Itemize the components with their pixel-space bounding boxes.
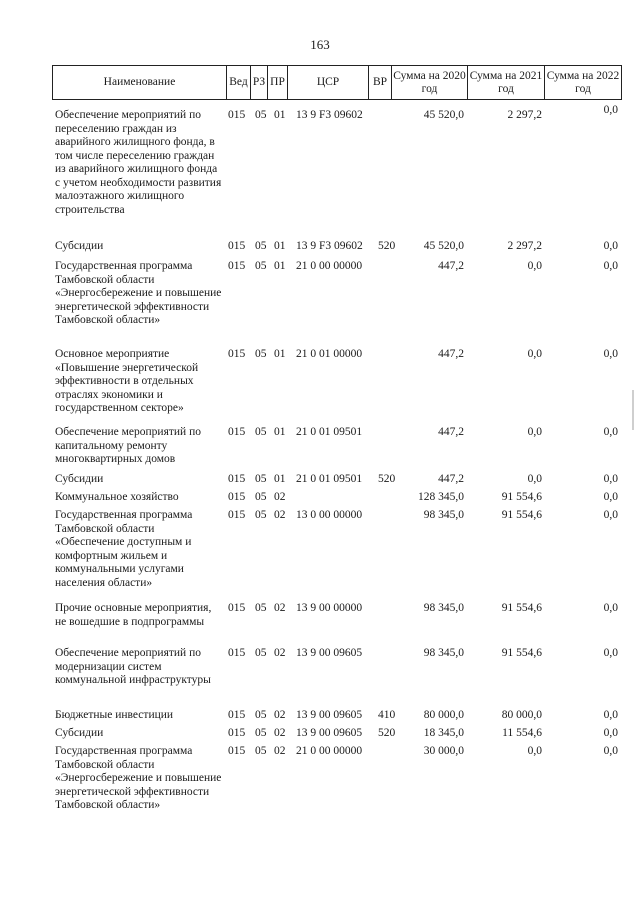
row-rz: 05: [255, 109, 267, 121]
row-sum-2021: 0,0: [527, 348, 542, 360]
row-ved: 015: [228, 491, 246, 503]
row-name: Прочие основные мероприятия, не вошедшие в подпрограммы: [55, 602, 212, 628]
row-csr: 13 9 F3 09602: [296, 109, 363, 121]
row-sum-2021: 80 000,0: [501, 709, 542, 721]
row-ved: 015: [228, 473, 246, 485]
row-sum-2020: 98 345,0: [423, 647, 464, 659]
row-ved: 015: [228, 109, 246, 121]
row-name: Основное мероприятие «Повышение энергетической эффективности в отдельных отраслях экономики и государственном секторе»: [55, 348, 199, 414]
header-pr: ПР: [268, 65, 288, 100]
row-sum-2020: 128 345,0: [418, 491, 464, 503]
row-sum-2022: 0,0: [603, 602, 618, 614]
page-number: 163: [310, 37, 330, 52]
row-pr: 01: [274, 240, 286, 252]
row-csr: 13 9 00 09605: [296, 647, 363, 659]
row-pr: 02: [274, 647, 286, 659]
row-ved: 015: [228, 727, 246, 739]
row-name: Государственная программа Тамбовской области «Обеспечение доступным и комфортным жильем и коммунальными услугами населения области»: [55, 509, 193, 589]
row-sum-2022: 0,0: [603, 509, 618, 521]
row-rz: 05: [255, 260, 267, 272]
row-ved: 015: [228, 709, 246, 721]
row-name: Обеспечение мероприятий по переселению граждан из аварийного жилищного фонда, в том числе переселению граждан из аварийного жилищного фонда с учетом необходимости развития малоэтажного жилищного строительства: [55, 109, 222, 216]
row-vr: 520: [378, 727, 396, 739]
row-rz: 05: [255, 647, 267, 659]
row-sum-2020: 447,2: [438, 260, 464, 272]
row-vr: 520: [378, 240, 396, 252]
row-sum-2021: 11 554,6: [502, 727, 542, 739]
row-csr: 21 0 00 00000: [296, 745, 363, 757]
row-pr: 02: [274, 727, 286, 739]
row-sum-2020: 98 345,0: [423, 602, 464, 614]
row-ved: 015: [228, 348, 246, 360]
row-sum-2022: 0,0: [603, 260, 618, 272]
row-sum-2020: 45 520,0: [423, 109, 464, 121]
row-name: Государственная программа Тамбовской области «Энергосбережение и повышение энергетической эффективности Тамбовской области»: [55, 260, 222, 326]
row-csr: 21 0 01 09501: [296, 473, 363, 485]
header-rz: РЗ: [251, 65, 268, 100]
row-pr: 02: [274, 602, 286, 614]
row-sum-2022: 0,0: [603, 240, 618, 252]
row-name: Обеспечение мероприятий по модернизации систем коммунальной инфраструктуры: [55, 647, 211, 686]
row-name: Коммунальное хозяйство: [55, 491, 179, 503]
row-rz: 05: [255, 491, 267, 503]
header-vr: ВР: [369, 65, 392, 100]
row-sum-2022: 0,0: [603, 348, 618, 360]
row-csr: 13 0 00 00000: [296, 509, 363, 521]
header-name: Наименование: [52, 65, 227, 100]
row-sum-2022: 0,0: [603, 727, 618, 739]
row-ved: 015: [228, 647, 246, 659]
header-sum-2020: Сумма на 2020 год: [392, 65, 468, 100]
row-sum-2020: 447,2: [438, 473, 464, 485]
row-csr: 21 0 00 00000: [296, 260, 363, 272]
row-sum-2020: 80 000,0: [423, 709, 464, 721]
row-csr: 21 0 01 00000: [296, 348, 363, 360]
row-rz: 05: [255, 727, 267, 739]
header-sum-2021: Сумма на 2021 год: [468, 65, 545, 100]
row-sum-2020: 447,2: [438, 426, 464, 438]
row-ved: 015: [228, 240, 246, 252]
row-vr: 410: [378, 709, 396, 721]
row-ved: 015: [228, 260, 246, 272]
row-sum-2022: 0,0: [603, 104, 618, 116]
row-pr: 01: [274, 348, 286, 360]
row-sum-2020: 45 520,0: [423, 240, 464, 252]
row-ved: 015: [228, 745, 246, 757]
row-sum-2021: 0,0: [527, 260, 542, 272]
header-csr: ЦСР: [288, 65, 369, 100]
row-rz: 05: [255, 509, 267, 521]
row-sum-2021: 0,0: [527, 426, 542, 438]
row-sum-2021: 91 554,6: [501, 647, 542, 659]
row-sum-2022: 0,0: [603, 709, 618, 721]
row-sum-2020: 30 000,0: [423, 745, 464, 757]
row-name: Субсидии: [55, 727, 104, 739]
row-rz: 05: [255, 602, 267, 614]
row-rz: 05: [255, 348, 267, 360]
row-csr: 13 9 00 00000: [296, 602, 363, 614]
row-rz: 05: [255, 745, 267, 757]
row-vr: 520: [378, 473, 396, 485]
row-sum-2022: 0,0: [603, 473, 618, 485]
row-rz: 05: [255, 473, 267, 485]
row-csr: 13 9 00 09605: [296, 727, 363, 739]
row-pr: 01: [274, 109, 286, 121]
row-name: Субсидии: [55, 240, 104, 252]
row-name: Субсидии: [55, 473, 104, 485]
row-sum-2020: 18 345,0: [423, 727, 464, 739]
row-rz: 05: [255, 426, 267, 438]
row-pr: 01: [274, 473, 286, 485]
row-sum-2022: 0,0: [603, 426, 618, 438]
row-sum-2022: 0,0: [603, 745, 618, 757]
row-name: Государственная программа Тамбовской области «Энергосбережение и повышение энергетической эффективности Тамбовской области»: [55, 745, 222, 811]
row-name: Обеспечение мероприятий по капитальному ремонту многоквартирных домов: [55, 426, 201, 465]
row-sum-2021: 91 554,6: [501, 602, 542, 614]
row-sum-2021: 0,0: [527, 745, 542, 757]
row-pr: 02: [274, 509, 286, 521]
row-sum-2021: 91 554,6: [501, 491, 542, 503]
row-ved: 015: [228, 509, 246, 521]
row-name: Бюджетные инвестиции: [55, 709, 174, 721]
header-sum-2022: Сумма на 2022 год: [545, 65, 622, 100]
row-pr: 02: [274, 491, 286, 503]
row-pr: 02: [274, 745, 286, 757]
row-pr: 01: [274, 260, 286, 272]
row-csr: 21 0 01 09501: [296, 426, 363, 438]
row-sum-2020: 447,2: [438, 348, 464, 360]
row-pr: 02: [274, 709, 286, 721]
scan-margin-mark: [632, 390, 634, 430]
row-ved: 015: [228, 602, 246, 614]
row-sum-2022: 0,0: [603, 647, 618, 659]
row-rz: 05: [255, 709, 267, 721]
row-ved: 015: [228, 426, 246, 438]
row-sum-2021: 0,0: [527, 473, 542, 485]
table-header: [52, 65, 622, 100]
row-sum-2020: 98 345,0: [423, 509, 464, 521]
row-rz: 05: [255, 240, 267, 252]
header-ved: Вед: [227, 65, 251, 100]
row-sum-2022: 0,0: [603, 491, 618, 503]
row-csr: 13 9 00 09605: [296, 709, 363, 721]
row-pr: 01: [274, 426, 286, 438]
row-sum-2021: 91 554,6: [501, 509, 542, 521]
row-sum-2021: 2 297,2: [507, 109, 542, 121]
row-csr: 13 9 F3 09602: [296, 240, 363, 252]
row-sum-2021: 2 297,2: [507, 240, 542, 252]
